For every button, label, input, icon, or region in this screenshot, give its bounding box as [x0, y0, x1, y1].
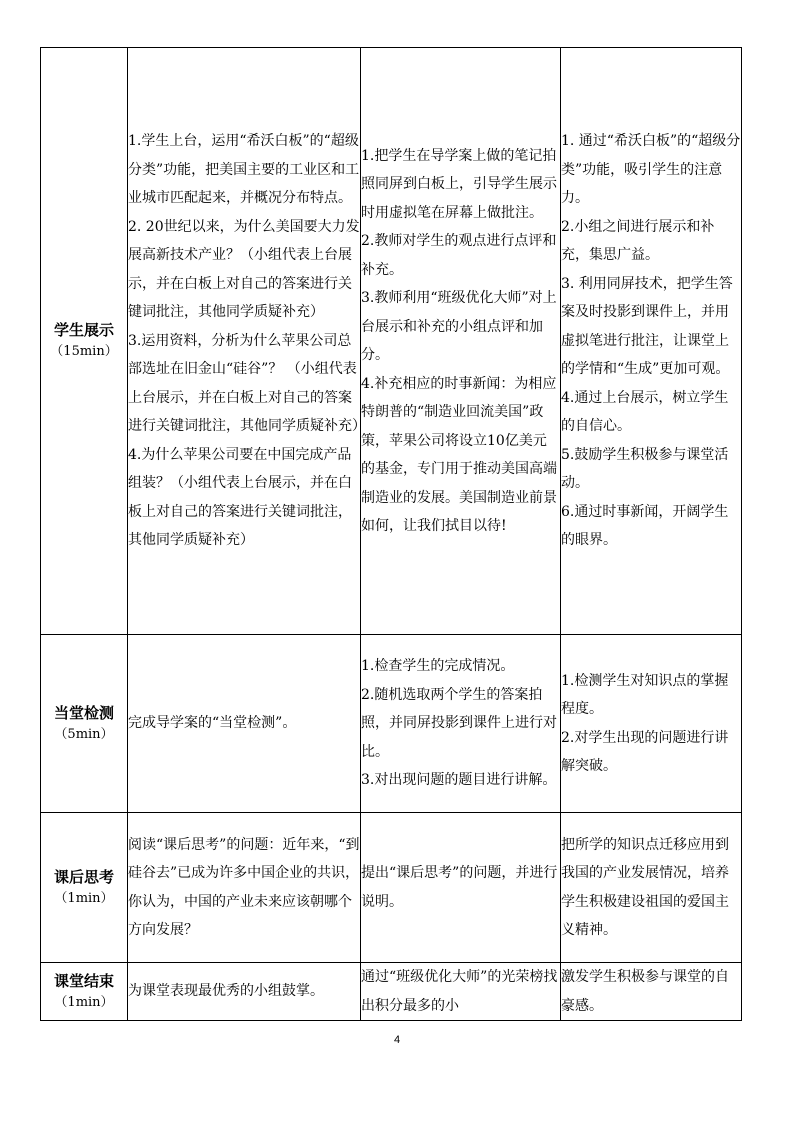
- student-activity-item: 为课堂表现最优秀的小组鼓掌。: [128, 983, 324, 1000]
- student-activity-item: 4.为什么苹果公司要在中国完成产品组装？（小组代表上台展示，并在白板上对自己的答案进行关键词批注，其他同学质疑补充）: [128, 446, 352, 549]
- table-row-after-class-thinking: [41, 813, 742, 963]
- table-row-class-end: [41, 963, 742, 1021]
- stage-cell: [41, 635, 128, 813]
- teacher-activity-item: 通过“班级优化大师”的光荣榜找出积分最多的小: [361, 969, 558, 1014]
- student-activity-cell: [128, 635, 361, 813]
- design-intent-item: 2.对学生出现的问题进行讲解突破。: [561, 729, 729, 774]
- teacher-activity-cell: [361, 48, 561, 635]
- stage-name: 学生展示: [53, 321, 114, 339]
- design-intent-item: 5.鼓励学生积极参与课堂活动。: [561, 446, 729, 492]
- design-intent-item: 2.小组之间进行展示和补充，集思广益。: [561, 218, 715, 264]
- stage-cell: [41, 813, 128, 963]
- design-intent-cell: [561, 813, 742, 963]
- design-intent-item: 1.检测学生对知识点的掌握程度。: [561, 672, 729, 717]
- table-row-student-presentation: [41, 48, 742, 635]
- stage-time: （1min）: [54, 994, 114, 1010]
- stage-cell: [41, 963, 128, 1021]
- stage-time: （15min）: [50, 344, 118, 359]
- teacher-activity-item: 2.随机选取两个学生的答案拍照，并同屏投影到课件上进行对比。: [361, 686, 557, 760]
- stage-name: 当堂检测: [53, 703, 114, 722]
- teacher-activity-cell: [361, 635, 561, 813]
- student-activity-item: 1.学生上台，运用“希沃白板”的“超级分类”功能，把美国主要的工业区和工业城市匹配起来，并概况分布特点。: [128, 133, 360, 207]
- design-intent-cell: [561, 635, 742, 813]
- teacher-activity-item: 4.补充相应的时事新闻：为相应特朗普的“制造业回流美国”政策，苹果公司将设立10亿美元的基金，专门用于推动美国高端制造业的发展。美国制造业前景如何，让我们拭目以待!: [361, 375, 557, 534]
- student-activity-cell: [128, 963, 361, 1021]
- student-activity-cell: [128, 813, 361, 963]
- student-activity-item: 2. 20世纪以来，为什么美国要大力发展高新技术产业？（小组代表上台展示，并在白板上对自己的答案进行关键词批注，其他同学质疑补充）: [128, 218, 360, 321]
- teacher-activity-cell: [361, 813, 561, 963]
- design-intent-item: 4.通过上台展示，树立学生的自信心。: [561, 389, 729, 435]
- teacher-activity-cell: [361, 963, 561, 1021]
- table-row-in-class-test: [41, 635, 742, 813]
- teacher-activity-item: 提出“课后思考”的问题，并进行说明。: [361, 865, 558, 910]
- teacher-activity-item: 2.教师对学生的观点进行点评和补充。: [361, 233, 557, 278]
- student-activity-item: 3.运用资料，分析为什么苹果公司总部选址在旧金山“硅谷”？ （小组代表上台展示，并在白板上对自己的答案进行关键词批注，其他同学质疑补充）: [128, 332, 366, 435]
- lesson-plan-table: [40, 47, 742, 1021]
- student-activity-cell: [128, 48, 366, 635]
- stage-time: （5min）: [54, 726, 114, 742]
- stage-name: 课堂结束: [53, 971, 114, 990]
- teacher-activity-item: 1.把学生在导学案上做的笔记拍照同屏到白板上，引导学生展示时用虚拟笔在屏幕上做批注。: [361, 147, 557, 221]
- page-number: 4: [393, 1034, 401, 1046]
- student-activity-item: 阅读“课后思考”的问题：近年来，“到硅谷去”已成为许多中国企业的共识，你认为，中国的产业未来应该朝哪个方向发展？: [128, 836, 360, 938]
- design-intent-item: 激发学生积极参与课堂的自豪感。: [561, 969, 729, 1014]
- design-intent-item: 1. 通过“希沃白板”的“超级分类”功能，吸引学生的注意力。: [561, 133, 741, 207]
- student-activity-item: 完成导学案的“当堂检测”。: [128, 715, 297, 732]
- stage-name: 课后思考: [53, 867, 114, 886]
- design-intent-cell: [561, 48, 742, 635]
- stage-time: （1min）: [54, 890, 114, 906]
- stage-cell: [41, 48, 128, 635]
- design-intent-cell: [561, 963, 742, 1021]
- teacher-activity-item: 1.检查学生的完成情况。: [361, 658, 515, 675]
- teacher-activity-item: 3.对出现问题的题目进行讲解。: [361, 772, 557, 789]
- design-intent-item: 3. 利用同屏技术，把学生答案及时投影到课件上，并用虚拟笔进行批注，让课堂上的学情和“生成”更加可观。: [561, 275, 733, 378]
- design-intent-item: 把所学的知识点迁移应用到我国的产业发展情况，培养学生积极建设祖国的爱国主义精神。: [561, 836, 729, 938]
- teacher-activity-item: 3.教师利用“班级优化大师”对上台展示和补充的小组点评和加分。: [361, 290, 557, 363]
- design-intent-item: 6.通过时事新闻，开阔学生的眼界。: [561, 503, 729, 549]
